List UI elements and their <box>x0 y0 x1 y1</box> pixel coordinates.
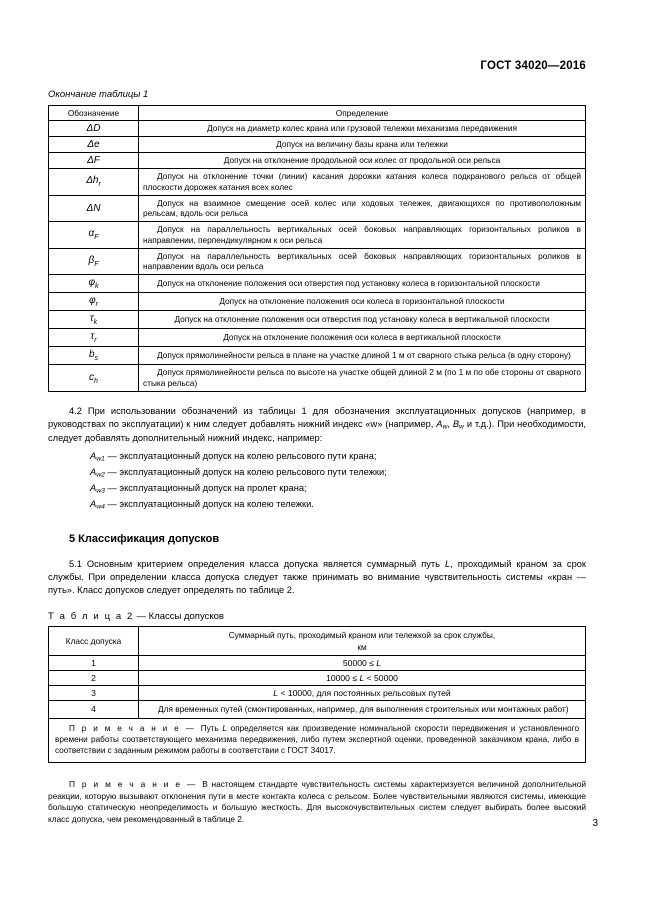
table-row <box>49 248 586 275</box>
list-item <box>48 449 586 465</box>
table1-definition: Допуск на отклонение положения оси отверстия под установку колеса в горизонтальной плоскости <box>139 275 586 293</box>
table1-symbol: $\alpha_F$ <box>49 222 139 249</box>
table1-symbol: $c_h$ <box>49 365 139 392</box>
table-row <box>49 655 586 670</box>
table2-class: 3 <box>49 685 139 700</box>
table1-definition: Допуск на отклонение продольной оси колес от продольной оси рельса <box>139 153 586 169</box>
clause-5-1-text-a: 5.1 Основным критерием определения класса допуска является суммарный путь <box>69 559 445 570</box>
table2-header-distance <box>139 626 586 655</box>
item-text: — эксплуатационный допуск на пролет крана; <box>104 482 307 493</box>
item-symbol-sub: w2 <box>96 471 105 479</box>
symbol-l: L <box>222 723 227 733</box>
table2-note-row <box>49 718 586 762</box>
table-row <box>49 137 586 153</box>
table2-caption-label: Т а б л и ц а 2 <box>48 610 134 622</box>
item-symbol-sub: w1 <box>96 455 105 463</box>
item-symbol: A <box>90 450 97 461</box>
table1-symbol: $\Delta h_r$ <box>49 169 139 196</box>
clause-5-1-paragraph <box>48 558 586 596</box>
list-item <box>48 497 586 513</box>
table-row <box>49 365 586 392</box>
table-row <box>49 222 586 249</box>
table1-definition: Допуск на диаметр колес крана или грузовой тележки механизма передвижения <box>139 121 586 137</box>
table2-header-class: Класс допуска <box>49 626 139 655</box>
table-row <box>49 195 586 222</box>
table1-symbol: ΔN <box>49 195 139 222</box>
general-note-text: В настоящем стандарте чувствительность системы характеризуется величиной дополнительной реакции, которую вызывают отклонения пути в месте контакта колеса с рельсом. Более чувствительными являются системы, имеющие большую статическую неопределимость и большую жесткость. Для высокочувствительных систем следует выбирать более высокий класс допуска, чем рекомендованный в таблице 2. <box>48 778 586 825</box>
item-text: — эксплуатационный допуск на колею тележки. <box>104 499 314 510</box>
table2-value: 10000 ≤ L < 50000 <box>139 670 586 685</box>
table-row <box>49 311 586 329</box>
table-row <box>49 670 586 685</box>
item-symbol-sub: w4 <box>96 503 105 511</box>
table1-definition: Допуск на отклонение положения оси колеса в горизонтальной плоскости <box>139 293 586 311</box>
table2-header-distance-unit: км <box>357 641 367 652</box>
table1-symbol: $\tau_k$ <box>49 311 139 329</box>
symbol-b-sub: w <box>459 423 464 431</box>
table2-value: L < 10000, для постоянных рельсовых путей <box>139 685 586 700</box>
symbol-l: L <box>445 559 451 570</box>
table2-header-distance-line1: Суммарный путь, проходимый краном или тележкой за срок службы, <box>228 629 496 640</box>
table1-header-row <box>49 106 586 121</box>
list-item <box>48 481 586 497</box>
clause-5-1-text-b: , проходимый краном за срок службы. При определении класса допуска следует также принимать во внимание чувствительность системы «кран — путь». Класс допусков следует определять по таблице 2. <box>48 559 586 596</box>
table2-note-label: П р и м е ч а н и е — <box>69 723 201 733</box>
page-number: 3 <box>592 818 598 829</box>
clause-4-2-paragraph <box>48 405 586 445</box>
table2-body <box>49 626 586 762</box>
section-5-heading: 5 Классификация допусков <box>69 533 220 546</box>
table1-symbol: $\beta_F$ <box>49 248 139 275</box>
table1-header-definition: Определение <box>139 106 586 121</box>
table1-symbol: $\tau_r$ <box>49 329 139 347</box>
symbol-b: B <box>452 418 460 429</box>
item-symbol: A <box>90 466 97 477</box>
table-row <box>49 153 586 169</box>
table2-header-row <box>49 626 586 655</box>
table1-definition: Допуск на взаимное смещение осей колес или ходовых тележек, двигающихся по противоположным рельсам, вдоль оси рельса <box>139 195 586 222</box>
table2-class: 4 <box>49 700 139 718</box>
table1-definition: Допуск прямолинейности рельса в плане на участке длиной 1 м от сварного стыка рельса (в одну сторону) <box>139 347 586 365</box>
table-row <box>49 275 586 293</box>
table2-value: 50000 ≤ L <box>139 655 586 670</box>
section-5-wrapper <box>48 533 586 545</box>
table-row <box>49 329 586 347</box>
table1-body <box>49 106 586 392</box>
table1-symbol: $b_s$ <box>49 347 139 365</box>
general-note-paragraph <box>48 779 586 826</box>
table1-symbol: ΔF <box>49 153 139 169</box>
table2-caption-title: — Классы допусков <box>133 610 224 622</box>
table1-definition: Допуск прямолинейности рельса по высоте на участке общей длиной 2 м (по 1 м по обе стороны от сварного стыка рельса) <box>139 365 586 392</box>
table2-note-text-a: Путь <box>200 723 223 733</box>
table-row <box>49 169 586 196</box>
table2-class: 2 <box>49 670 139 685</box>
list-item <box>48 465 586 481</box>
table2-caption <box>48 611 586 622</box>
table2-value: Для временных путей (смонтированных, например, для выполнения строительных или монтажных работ) <box>139 700 586 718</box>
table1-caption: Окончание таблицы 1 <box>48 89 149 100</box>
clause-4-2-definition-list <box>48 449 586 514</box>
item-symbol: A <box>90 482 97 493</box>
table1-definition: Допуск на параллельность вертикальных осей боковых направляющих горизонтальных роликов в направлении, перпендикулярном к оси рельса <box>139 222 586 249</box>
table2-class: 1 <box>49 655 139 670</box>
table1-symbol: Δe <box>49 137 139 153</box>
table1-symbol: $\varphi_r$ <box>49 293 139 311</box>
table-2-tolerance-classes <box>48 626 586 763</box>
separator: , <box>447 418 453 429</box>
table-1-tolerance-designations <box>48 105 586 392</box>
table-row <box>49 347 586 365</box>
table1-definition: Допуск на отклонение точки (линии) касания дорожки катания колеса подкранового рельса от общей плоскости дорожек катания всех колес <box>139 169 586 196</box>
table1-definition: Допуск на параллельность вертикальных осей боковых направляющих горизонтальных роликов в направлении вдоль оси рельса <box>139 248 586 275</box>
table-row <box>49 293 586 311</box>
table1-definition: Допуск на отклонение положения оси колеса в вертикальной плоскости <box>139 329 586 347</box>
table-row <box>49 121 586 137</box>
standard-number-header: ГОСТ 34020—2016 <box>480 60 586 72</box>
table1-definition: Допуск на величину базы крана или тележки <box>139 137 586 153</box>
clause-4-2-text-part2: и т.д.). При необходимости, следует добавлять дополнительный нижний индекс, например: <box>48 418 586 443</box>
table1-header-symbol: Обозначение <box>49 106 139 121</box>
general-note-label: П р и м е ч а н и е — <box>69 778 203 789</box>
table2-note <box>49 718 586 762</box>
page-content <box>48 0 586 826</box>
symbol-a-sub: w <box>442 423 448 431</box>
table1-definition: Допуск на отклонение положения оси отверстия под установку колеса в вертикальной плоскости <box>139 311 586 329</box>
symbol-a: A <box>436 418 443 429</box>
table-row <box>49 685 586 700</box>
item-symbol-sub: w3 <box>96 487 105 495</box>
item-text: — эксплуатационный допуск на колею рельсового пути крана; <box>104 450 377 461</box>
table-row <box>49 700 586 718</box>
table2-note-text-b: определяется как произведение номинальной скорости передвижения и установленного времени работы соответствующего механизма передвижения, либо путем экспертной оценки, проведенной заказчиком крана, либо в соответствии с заданным режимом работы в соответствии с ГОСТ 34017. <box>55 723 579 756</box>
item-symbol: A <box>90 499 97 510</box>
item-text: — эксплуатационный допуск на колею рельсового пути тележки; <box>104 466 387 477</box>
clause-4-2-text-part1: 4.2 При использовании обозначений из таблицы 1 для обозначения эксплуатационных допусков (например, в руководствах по эксплуатации) к ним следует добавлять нижний индекс «w» (например, <box>48 405 586 429</box>
table1-symbol: ΔD <box>49 121 139 137</box>
table1-symbol: $\varphi_k$ <box>49 275 139 293</box>
